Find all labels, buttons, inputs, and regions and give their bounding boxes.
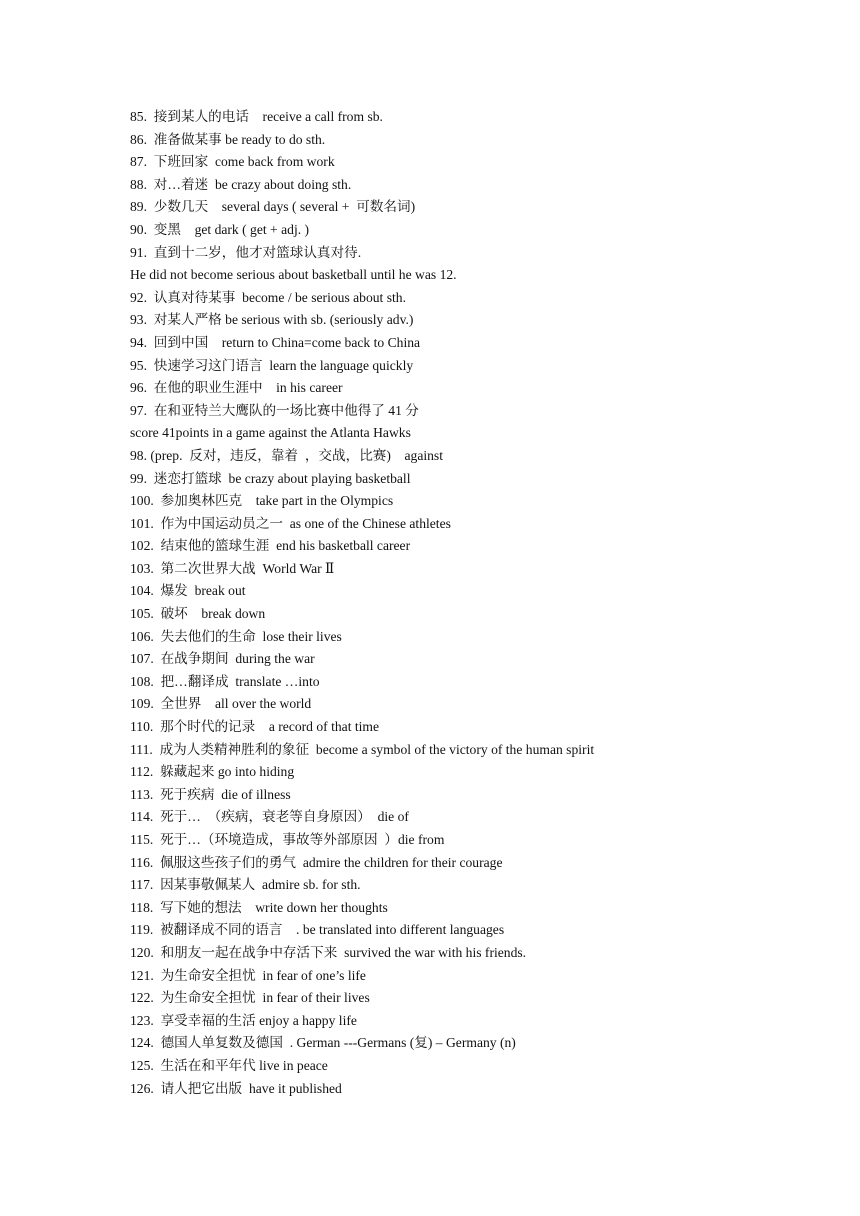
list-line: 119. 被翻译成不同的语言 . be translated into different languages	[130, 922, 505, 938]
list-line: He did not become serious about basketball until he was 12.	[130, 267, 457, 283]
list-line: 93. 对某人严格 be serious with sb. (seriously adv.)	[130, 312, 414, 328]
list-line: 126. 请人把它出版 have it published	[130, 1080, 342, 1096]
list-line: 95. 快速学习这门语言 learn the language quickly	[130, 357, 414, 373]
list-line: 107. 在战争期间 during the war	[130, 651, 315, 667]
list-line: 97. 在和亚特兰大鹰队的一场比赛中他得了 41 分	[130, 402, 419, 418]
list-line: 123. 享受幸福的生活 enjoy a happy life	[130, 1012, 357, 1028]
list-line: 106. 失去他们的生命 lose their lives	[130, 628, 342, 644]
list-line: 108. 把…翻译成 translate …into	[130, 673, 320, 689]
list-line: 91. 直到十二岁，他才对篮球认真对待.	[130, 244, 362, 260]
list-line: 86. 准备做某事 be ready to do sth.	[130, 131, 326, 147]
list-line: 99. 迷恋打篮球 be crazy about playing basketball	[130, 470, 411, 486]
list-line: 118. 写下她的想法 write down her thoughts	[130, 899, 388, 915]
list-line: 124. 德国人单复数及德国 . German ---Germans (复) – Germany (n)	[130, 1035, 516, 1051]
list-line: score 41points in a game against the Atlanta Hawks	[130, 425, 411, 441]
list-line: 109. 全世界 all over the world	[130, 696, 312, 712]
list-line: 102. 结束他的篮球生涯 end his basketball career	[130, 538, 411, 554]
list-line: 87. 下班回家 come back from work	[130, 154, 335, 170]
list-line: 113. 死于疾病 die of illness	[130, 786, 291, 802]
list-line: 110. 那个时代的记录 a record of that time	[130, 719, 380, 735]
list-line: 96. 在他的职业生涯中 in his career	[130, 380, 343, 396]
list-line: 105. 破坏 break down	[130, 606, 266, 622]
list-line: 98. (prep. 反对，违反，靠着 ，交战，比赛) against	[130, 447, 444, 463]
list-line: 120. 和朋友一起在战争中存活下来 survived the war with his friends.	[130, 944, 527, 960]
list-line: 88. 对…着迷 be crazy about doing sth.	[130, 176, 352, 192]
list-line: 92. 认真对待某事 become / be serious about sth.	[130, 289, 406, 305]
list-line: 90. 变黑 get dark ( get + adj. )	[130, 221, 310, 237]
list-line: 121. 为生命安全担忧 in fear of one’s life	[130, 967, 366, 983]
list-line: 117. 因某事敬佩某人 admire sb. for sth.	[130, 877, 361, 893]
list-line: 112. 躲藏起来 go into hiding	[130, 764, 295, 780]
list-line: 100. 参加奥林匹克 take part in the Olympics	[130, 493, 394, 509]
list-line: 103. 第二次世界大战 World War Ⅱ	[130, 560, 335, 576]
list-line: 104. 爆发 break out	[130, 583, 246, 599]
list-line: 115. 死于…（环境造成，事故等外部原因 ）die from	[130, 832, 445, 847]
vocabulary-list	[130, 106, 830, 1100]
list-line: 94. 回到中国 return to China=come back to China	[130, 334, 421, 350]
list-line: 111. 成为人类精神胜利的象征 become a symbol of the victory of the human spirit	[130, 741, 595, 757]
list-line: 114. 死于… （疾病，衰老等自身原因） die of	[130, 809, 409, 825]
list-line: 89. 少数几天 several days ( several + 可数名词)	[130, 199, 416, 215]
list-line: 125. 生活在和平年代 live in peace	[130, 1057, 328, 1073]
list-line: 116. 佩服这些孩子们的勇气 admire the children for their courage	[130, 854, 503, 870]
list-line: 85. 接到某人的电话 receive a call from sb.	[130, 109, 383, 124]
list-line: 122. 为生命安全担忧 in fear of their lives	[130, 990, 370, 1006]
list-line: 101. 作为中国运动员之一 as one of the Chinese athletes	[130, 515, 451, 531]
